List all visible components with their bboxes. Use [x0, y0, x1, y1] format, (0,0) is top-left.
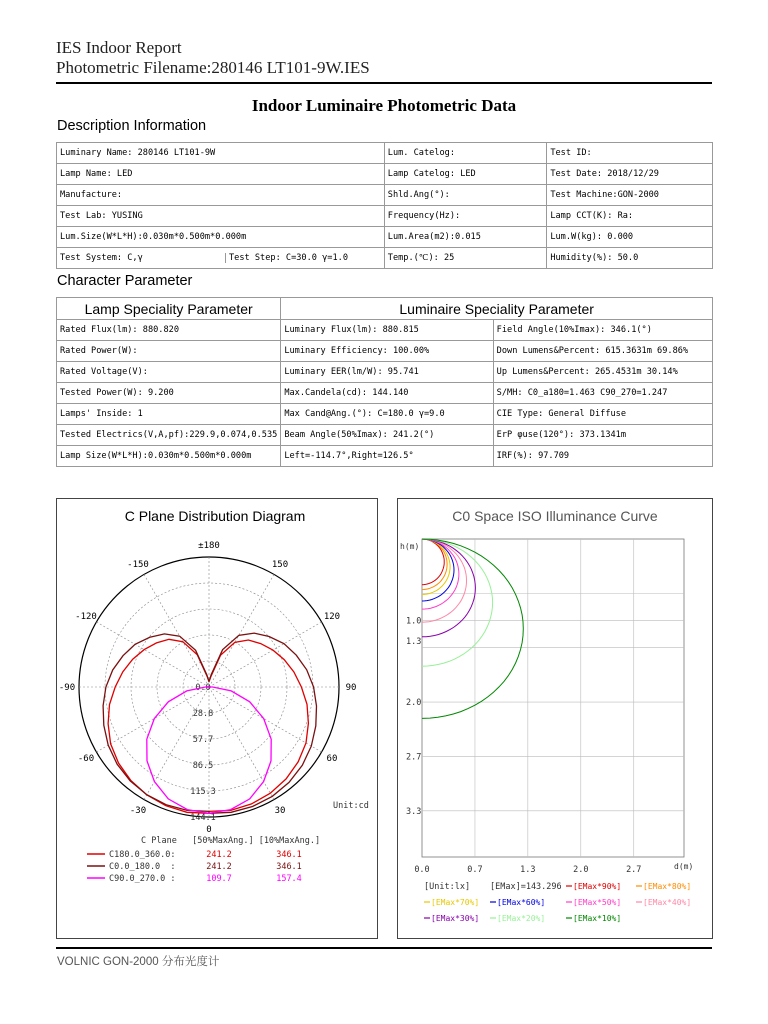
- description-cell: Luminary Name: 280146 LT101-9W: [57, 143, 385, 164]
- character-cell: IRF(%): 97.709: [493, 446, 712, 467]
- character-cell: Max Cand@Ang.(°): C=180.0 γ=9.0: [281, 404, 493, 425]
- polar-radial-tick: 86.5: [192, 761, 214, 771]
- iso-legend-label: [EMax*90%]: [573, 882, 622, 891]
- iso-curve: [422, 539, 493, 666]
- iso-legend-unit: [Unit:lx]: [424, 882, 471, 892]
- polar-angle-label: -150: [127, 560, 149, 571]
- character-cell: Max.Candela(cd): 144.140: [281, 383, 493, 404]
- polar-angle-label: 60: [326, 754, 338, 764]
- iso-legend-label: [EMax*60%]: [497, 898, 546, 907]
- polar-angle-label: -90: [58, 683, 76, 693]
- polar-legend-name: C0.0_180.0 :: [109, 862, 176, 872]
- description-cell: Lum.Area(m2):0.015: [384, 227, 547, 248]
- polar-unit-label: Unit:cd: [333, 801, 369, 811]
- iso-x-label: d(m): [674, 862, 694, 871]
- character-cell: S/MH: C0_a180=1.463 C90_270=1.247: [493, 383, 712, 404]
- polar-radial-tick: 115.3: [190, 787, 216, 797]
- description-cell: Lamp Name: LED: [57, 164, 385, 185]
- lamp-parameter-header: Lamp Speciality Parameter: [57, 298, 281, 320]
- test-step-cell: Test Step: C=30.0 γ=1.0: [229, 253, 348, 263]
- description-cell: Lum.Size(W*L*H):0.030m*0.500m*0.000m: [57, 227, 385, 248]
- description-cell: Lum.W(kg): 0.000: [547, 227, 713, 248]
- polar-angle-label: 0: [206, 825, 212, 835]
- polar-chart-title: C Plane Distribution Diagram: [124, 508, 306, 524]
- iso-legend-label: [EMax*50%]: [573, 898, 622, 907]
- polar-legend-field: 346.1: [276, 850, 302, 860]
- iso-y-tick: 2.0: [406, 698, 422, 709]
- test-system-cell: Test System: C,γ: [57, 253, 226, 263]
- iso-x-tick: 0.0: [414, 865, 430, 875]
- iso-y-tick: 1.3: [406, 636, 422, 647]
- iso-chart-title: C0 Space ISO Illuminance Curve: [452, 508, 658, 524]
- character-cell: Field Angle(10%Imax): 346.1(°): [493, 320, 712, 341]
- iso-legend-label: [EMax*10%]: [573, 914, 622, 923]
- description-heading: Description Information: [57, 118, 207, 134]
- character-cell: Rated Voltage(V):: [57, 362, 281, 383]
- iso-y-tick: 3.3: [406, 806, 422, 817]
- polar-chart: [57, 499, 377, 938]
- iso-x-tick: 2.7: [626, 865, 642, 875]
- character-cell: CIE Type: General Diffuse: [493, 404, 712, 425]
- polar-grid-spoke: [209, 574, 274, 687]
- iso-y-label: h(m): [400, 542, 420, 551]
- iso-x-tick: 0.7: [467, 865, 483, 875]
- description-cell: Lum. Catelog:: [384, 143, 547, 164]
- character-cell: Tested Electrics(V,A,pf):229.9,0.074,0.535: [57, 425, 281, 446]
- character-cell: Rated Power(W):: [57, 341, 281, 362]
- polar-legend-name: C90.0_270.0 :: [109, 874, 176, 884]
- character-cell: ErP φuse(120°): 373.1341m: [493, 425, 712, 446]
- report-title: IES Indoor Report: [56, 38, 182, 57]
- description-cell: Test Lab: YUSING: [57, 206, 385, 227]
- polar-grid-spoke: [209, 622, 322, 687]
- header-rule: [56, 82, 712, 84]
- description-cell: [57, 248, 385, 269]
- character-cell: Luminary EER(lm/W): 95.741: [281, 362, 493, 383]
- description-cell: Frequency(Hz):: [384, 206, 547, 227]
- footer-text: VOLNIC GON-2000 分布光度计: [57, 956, 220, 968]
- polar-angle-label: 120: [323, 612, 341, 622]
- character-cell: Tested Power(W): 9.200: [57, 383, 281, 404]
- description-cell: Lamp Catelog: LED: [384, 164, 547, 185]
- iso-x-tick: 1.3: [520, 865, 536, 875]
- character-cell: Lamps' Inside: 1: [57, 404, 281, 425]
- polar-legend-name: C180.0_360.0:: [109, 850, 176, 860]
- iso-x-tick: 2.0: [573, 865, 589, 875]
- description-cell: Test ID:: [547, 143, 713, 164]
- iso-curve: [422, 539, 467, 622]
- iso-y-tick: 1.0: [406, 616, 422, 627]
- iso-curve: [422, 539, 523, 718]
- polar-radial-tick: 28.8: [192, 709, 214, 719]
- iso-chart-panel: [397, 498, 713, 939]
- description-table: [56, 142, 713, 269]
- iso-chart: [398, 499, 712, 938]
- polar-grid-spoke: [96, 622, 209, 687]
- polar-angle-label: -120: [75, 612, 97, 622]
- character-cell: Luminary Flux(lm): 880.815: [281, 320, 493, 341]
- polar-legend-field: 346.1: [276, 862, 302, 872]
- polar-radial-tick: 57.7: [192, 735, 214, 745]
- character-heading: Character Parameter: [57, 273, 193, 289]
- description-cell: Test Date: 2018/12/29: [547, 164, 713, 185]
- polar-angle-label: -60: [77, 754, 95, 764]
- character-cell: Lamp Size(W*L*H):0.030m*0.500m*0.000m: [57, 446, 281, 467]
- character-cell: Luminary Efficiency: 100.00%: [281, 341, 493, 362]
- report-filename: Photometric Filename:280146 LT101-9W.IES: [56, 58, 370, 77]
- iso-legend-label: [EMax*40%]: [643, 898, 692, 907]
- polar-chart-panel: [56, 498, 378, 939]
- iso-legend-label: [EMax*30%]: [431, 914, 480, 923]
- iso-plot-frame: [422, 539, 684, 857]
- polar-grid-spoke: [144, 574, 209, 687]
- character-cell: Down Lumens&Percent: 615.3631m 69.86%: [493, 341, 712, 362]
- iso-legend-emax: [EMax]=143.296: [490, 882, 562, 892]
- description-cell: Lamp CCT(K): Ra:: [547, 206, 713, 227]
- iso-legend-label: [EMax*20%]: [497, 914, 546, 923]
- main-title: Indoor Luminaire Photometric Data: [251, 96, 517, 115]
- humidity-cell: Humidity(%): 50.0: [547, 248, 713, 269]
- report-title-block: [56, 38, 370, 78]
- character-table: [56, 297, 713, 467]
- character-cell: Left=-114.7°,Right=126.5°: [281, 446, 493, 467]
- iso-y-tick: 2.7: [406, 752, 422, 763]
- footer-rule: [56, 947, 712, 949]
- polar-legend-beam: 109.7: [206, 874, 232, 884]
- polar-angle-label: 150: [271, 560, 289, 571]
- luminaire-parameter-header: Luminaire Speciality Parameter: [281, 298, 713, 320]
- polar-angle-label: ±180: [198, 541, 220, 551]
- polar-angle-label: 30: [274, 805, 286, 816]
- polar-legend-header: C Plane [50%MaxAng.] [10%MaxAng.]: [141, 836, 321, 846]
- polar-grid-spoke: [209, 687, 274, 800]
- polar-legend-beam: 241.2: [206, 862, 232, 872]
- polar-angle-label: 90: [345, 683, 357, 693]
- polar-radial-tick: 144.1: [190, 813, 216, 823]
- description-cell: Manufacture:: [57, 185, 385, 206]
- character-cell: Rated Flux(lm): 880.820: [57, 320, 281, 341]
- description-cell: Test Machine:GON-2000: [547, 185, 713, 206]
- character-cell: Up Lumens&Percent: 265.4531m 30.14%: [493, 362, 712, 383]
- iso-legend-label: [EMax*80%]: [643, 882, 692, 891]
- iso-legend-label: [EMax*70%]: [431, 898, 480, 907]
- polar-radial-tick: 0.0: [195, 683, 211, 693]
- polar-legend-field: 157.4: [276, 874, 302, 884]
- description-cell: Shld.Ang(°):: [384, 185, 547, 206]
- character-cell: Beam Angle(50%Imax): 241.2(°): [281, 425, 493, 446]
- polar-legend-beam: 241.2: [206, 850, 232, 860]
- polar-angle-label: -30: [129, 805, 147, 816]
- temperature-cell: Temp.(℃): 25: [384, 248, 547, 269]
